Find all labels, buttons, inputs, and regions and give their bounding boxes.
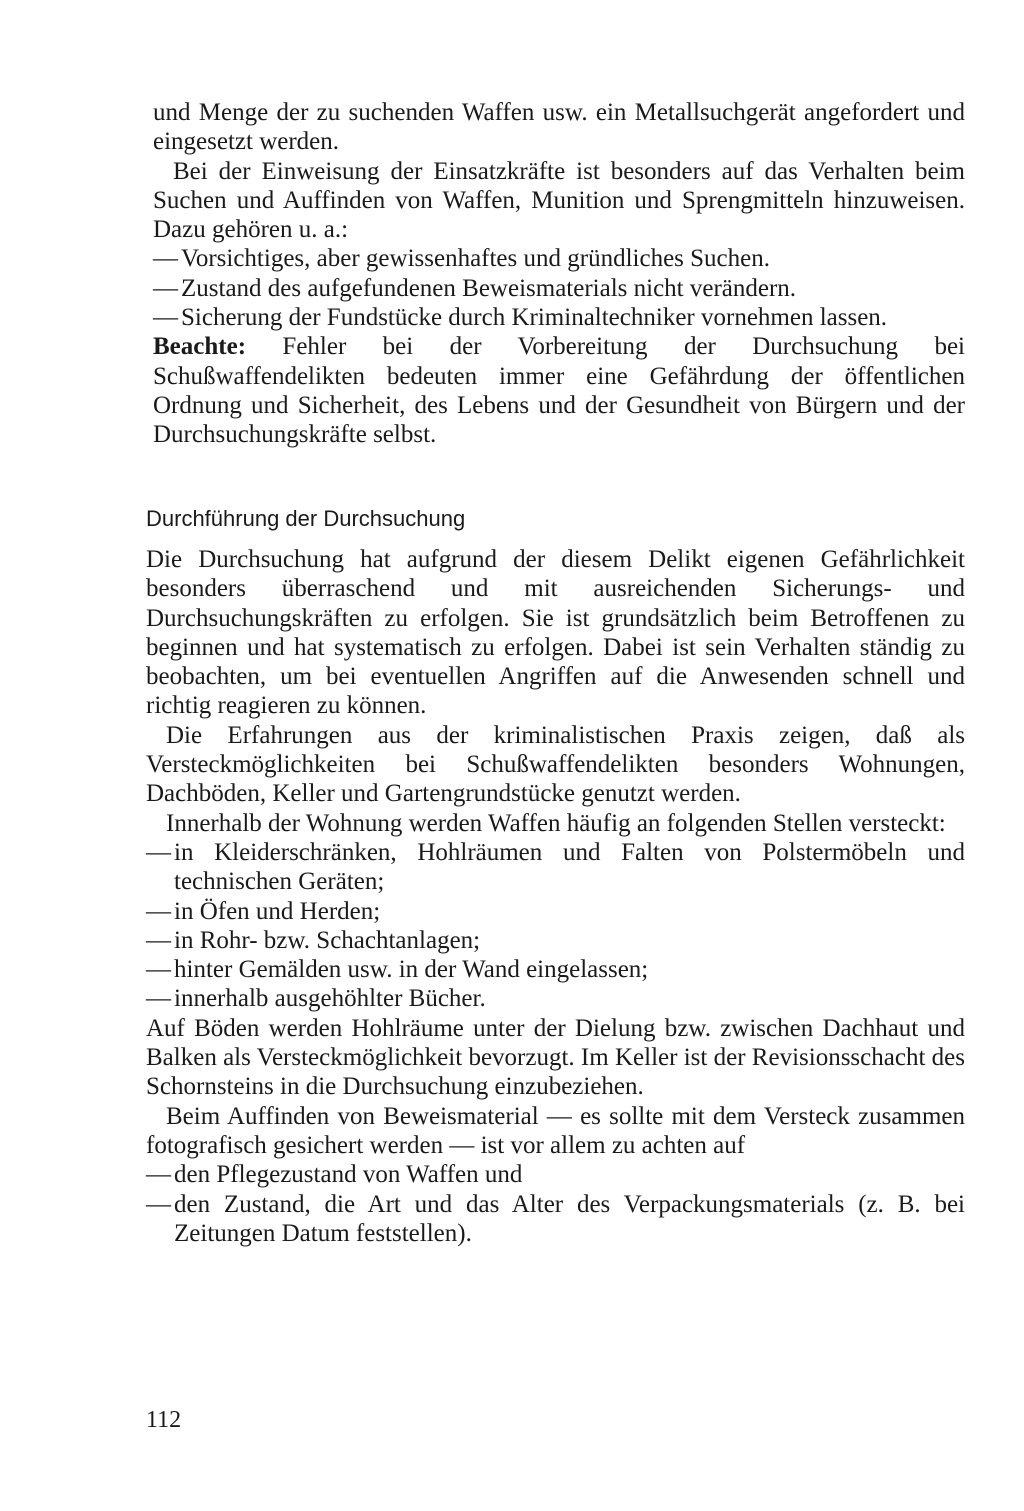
- list-item: [146, 984, 965, 1013]
- list: [153, 244, 965, 332]
- list-item-text: hinter Gemälden usw. in der Wand eingelassen;: [174, 956, 649, 984]
- list-item-text: den Pflegezustand von Waffen und: [174, 1161, 523, 1189]
- list-item-text: den Zustand, die Art und das Alter des Verpackungsmaterials (z. B. bei Zeitungen Datum feststellen).: [174, 1190, 965, 1247]
- list-item-text: Sicherung der Fundstücke durch Kriminaltechniker vornehmen lassen.: [181, 304, 888, 332]
- paragraph: Auf Böden werden Hohlräume unter der Dielung bzw. zwischen Dachhaut und Balken als Versteckmöglichkeit bevorzugt. Im Keller ist der Revisionsschacht des Schornsteins in die Durchsuchung einzubeziehen.: [146, 1014, 965, 1101]
- list-item: [146, 955, 965, 984]
- list-item: [146, 838, 965, 897]
- list-item-text: in Kleiderschränken, Hohlräumen und Falten von Polstermöbeln und technischen Geräten;: [174, 838, 965, 896]
- dash-bullet: —: [146, 1161, 171, 1189]
- dash-bullet: —: [146, 926, 171, 954]
- dash-bullet: —: [146, 897, 171, 925]
- list-item-text: Vorsichtiges, aber gewissenhaftes und gründliches Suchen.: [181, 245, 770, 273]
- paragraph: und Menge der zu suchenden Waffen usw. ein Metallsuchgerät angefordert und eingesetzt werden.: [153, 99, 965, 156]
- list-item: [153, 244, 965, 273]
- list-item: [146, 1160, 965, 1189]
- section-execution: [146, 545, 965, 1248]
- paragraph: Innerhalb der Wohnung werden Waffen häufig an folgenden Stellen versteckt:: [166, 809, 946, 837]
- section-preparation: [153, 98, 965, 450]
- paragraph: Die Durchsuchung hat aufgrund der diesem Delikt eigenen Gefährlichkeit besonders überraschend und mit ausreichenden Sicherungs- und Durchsuchungskräften zu erfolgen. Sie ist grundsätzlich beim Betroffenen zu beginnen und hat systematisch zu erfolgen. Dabei ist sein Verhalten ständig zu beobachten, um bei eventuellen Angriffen auf die Anwesenden schnell und richtig reagieren zu können.: [146, 546, 965, 720]
- dash-bullet: —: [146, 838, 171, 866]
- list-item: [146, 1190, 965, 1249]
- note-label: Beachte:: [153, 333, 247, 361]
- section-heading: Durchführung der Durchsuchung: [146, 506, 466, 531]
- note-text: Fehler bei der Vorbereitung der Durchsuchung bei Schußwaffendelikten bedeuten immer eine Gefährdung der öffentlichen Ordnung und Sicherheit, des Lebens und der Gesundheit von Bürgern und der Durchsuchungskräfte selbst.: [153, 333, 965, 449]
- paragraph: Die Erfahrungen aus der kriminalistischen Praxis zeigen, daß als Versteckmöglichkeiten bei Schußwaffendelikten besonders Wohnungen, Dachböden, Keller und Gartengrundstücke genutzt werden.: [146, 721, 965, 808]
- list: [146, 1160, 965, 1248]
- note-paragraph: [153, 332, 965, 449]
- list-item: [153, 274, 965, 303]
- paragraph: Bei der Einweisung der Einsatzkräfte ist besonders auf das Verhalten beim Suchen und Auffinden von Waffen, Munition und Sprengmitteln hinzuweisen. Dazu gehören u. a.:: [153, 157, 965, 244]
- list-item-text: in Öfen und Herden;: [174, 897, 381, 925]
- dash-bullet: —: [153, 245, 178, 273]
- dash-bullet: —: [146, 985, 171, 1013]
- dash-bullet: —: [153, 274, 178, 302]
- list-item-text: Zustand des aufgefundenen Beweismaterials nicht verändern.: [181, 274, 797, 302]
- page-number: 112: [146, 1407, 182, 1433]
- list-item: [146, 897, 965, 926]
- paragraph: Beim Auffinden von Beweismaterial — es sollte mit dem Versteck zusammen fotografisch gesichert werden — ist vor allem zu achten auf: [146, 1102, 965, 1159]
- dash-bullet: —: [153, 304, 178, 332]
- list: [146, 838, 965, 1014]
- list-item: [153, 303, 965, 332]
- list-item-text: innerhalb ausgehöhlter Bücher.: [174, 985, 486, 1013]
- dash-bullet: —: [146, 956, 171, 984]
- list-item-text: in Rohr- bzw. Schachtanlagen;: [174, 926, 481, 954]
- dash-bullet: —: [146, 1190, 171, 1218]
- list-item: [146, 926, 965, 955]
